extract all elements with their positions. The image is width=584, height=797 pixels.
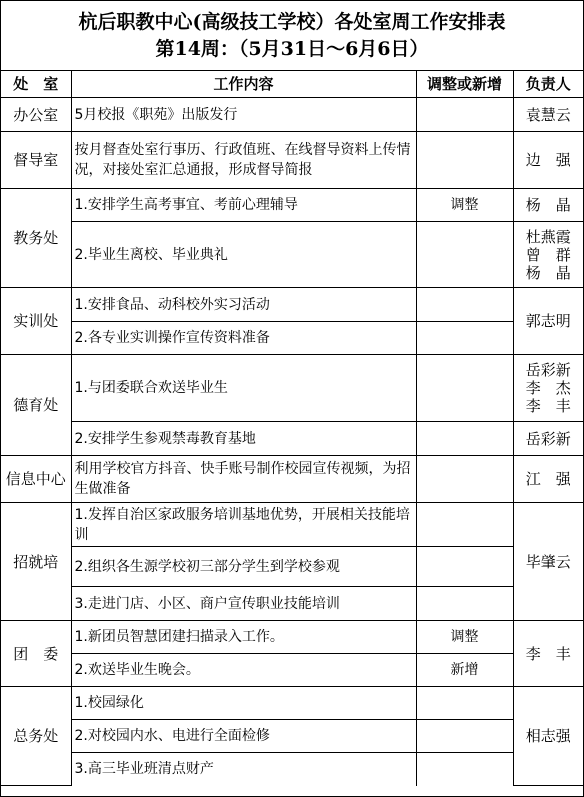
task-content: 2.组织各生源学校初三部分学生到学校参观 (71, 547, 416, 587)
table-row (1, 456, 583, 503)
owner-cell (513, 222, 583, 288)
table-row (1, 355, 583, 422)
table-row (1, 587, 583, 621)
task-note (416, 222, 513, 288)
task-content: 1.新团员智慧团建扫描录入工作。 (71, 621, 416, 654)
task-note (416, 456, 513, 503)
owner-name: 毕肇云 (525, 552, 571, 571)
owner-name: 李 杰 (525, 379, 571, 397)
department-name: 教务处 (1, 189, 71, 288)
department-name: 实训处 (1, 288, 71, 355)
task-content: 2.安排学生参观禁毒教育基地 (71, 422, 416, 456)
task-content: 1.安排学生高考事宜、考前心理辅导 (71, 189, 416, 222)
table-row (1, 288, 583, 322)
table-row (1, 132, 583, 189)
department-name: 总务处 (1, 687, 71, 786)
owner-name: 曾 群 (525, 245, 571, 264)
schedule-table (1, 71, 583, 786)
table-row (1, 547, 583, 587)
task-note: 调整 (416, 621, 513, 654)
task-note (416, 687, 513, 720)
owner-cell (513, 687, 583, 786)
owner-name: 郭志明 (525, 312, 571, 330)
header-content: 工作内容 (71, 71, 416, 98)
owner-name: 杜燕霞 (525, 227, 571, 246)
task-content: 3.高三毕业班清点财产 (71, 753, 416, 786)
task-content: 3.走进门店、小区、商户宣传职业技能培训 (71, 587, 416, 621)
owner-cell (513, 189, 583, 222)
task-note (416, 720, 513, 753)
department-name: 德育处 (1, 355, 71, 456)
task-note (416, 587, 513, 621)
week-range: 第14周：（5月31日～6月6日） (155, 37, 429, 60)
task-note: 调整 (416, 189, 513, 222)
task-note (416, 503, 513, 547)
owner-cell (513, 422, 583, 456)
task-content: 2.对校园内水、电进行全面检修 (71, 720, 416, 753)
owner-name: 李 丰 (525, 397, 571, 415)
task-content: 2.各专业实训操作宣传资料准备 (71, 322, 416, 355)
task-note (416, 132, 513, 189)
department-name: 团 委 (1, 621, 71, 687)
owner-name: 李 丰 (525, 644, 571, 663)
owner-name: 边 强 (525, 151, 571, 169)
department-name: 督导室 (1, 132, 71, 189)
task-note (416, 98, 513, 132)
header-note: 调整或新增 (416, 71, 513, 98)
table-row (1, 753, 583, 786)
sheet-title: 杭后职教中心(高级技工学校）各处室周工作安排表 (78, 10, 506, 33)
title-block (1, 1, 583, 71)
header-row (1, 71, 583, 98)
task-note (416, 355, 513, 422)
task-content: 按月督查处室行事历、行政值班、在线督导资料上传情况，对接处室汇总通报，形成督导简报 (71, 132, 416, 189)
department-name: 招就培 (1, 503, 71, 621)
table-row (1, 654, 583, 687)
owner-name: 杨 晶 (525, 263, 571, 282)
owner-cell (513, 132, 583, 189)
owner-name: 岳彩新 (525, 429, 571, 448)
task-note (416, 753, 513, 786)
task-content: 2.欢送毕业生晚会。 (71, 654, 416, 687)
owner-cell (513, 621, 583, 687)
owner-cell (513, 456, 583, 503)
table-row (1, 222, 583, 288)
owner-name: 袁慧云 (525, 105, 571, 124)
owner-name: 岳彩新 (525, 361, 571, 379)
task-note: 新增 (416, 654, 513, 687)
task-note (416, 422, 513, 456)
task-note (416, 322, 513, 355)
task-content: 1.校园绿化 (71, 687, 416, 720)
owner-cell (513, 503, 583, 621)
table-row (1, 422, 583, 456)
task-content: 1.安排食品、动科校外实习活动 (71, 288, 416, 322)
task-content: 2.毕业生离校、毕业典礼 (71, 222, 416, 288)
header-department: 处 室 (1, 71, 71, 98)
table-row (1, 503, 583, 547)
task-content: 1.与团委联合欢送毕业生 (71, 355, 416, 422)
department-name: 信息中心 (1, 456, 71, 503)
task-content: 利用学校官方抖音、快手账号制作校园宣传视频，为招生做准备 (71, 456, 416, 503)
owner-cell (513, 355, 583, 422)
owner-cell (513, 288, 583, 355)
task-content: 1.发挥自治区家政服务培训基地优势，开展相关技能培训 (71, 503, 416, 547)
task-note (416, 288, 513, 322)
department-name: 办公室 (1, 98, 71, 132)
owner-cell (513, 98, 583, 132)
table-row (1, 98, 583, 132)
owner-name: 江 强 (525, 470, 571, 488)
header-owner: 负责人 (513, 71, 583, 98)
table-row (1, 687, 583, 720)
task-note (416, 547, 513, 587)
owner-name: 相志强 (525, 727, 571, 745)
table-row (1, 189, 583, 222)
owner-name: 杨 晶 (525, 196, 571, 214)
table-row (1, 621, 583, 654)
table-row (1, 322, 583, 355)
table-row (1, 720, 583, 753)
task-content: 5月校报《职苑》出版发行 (71, 98, 416, 132)
